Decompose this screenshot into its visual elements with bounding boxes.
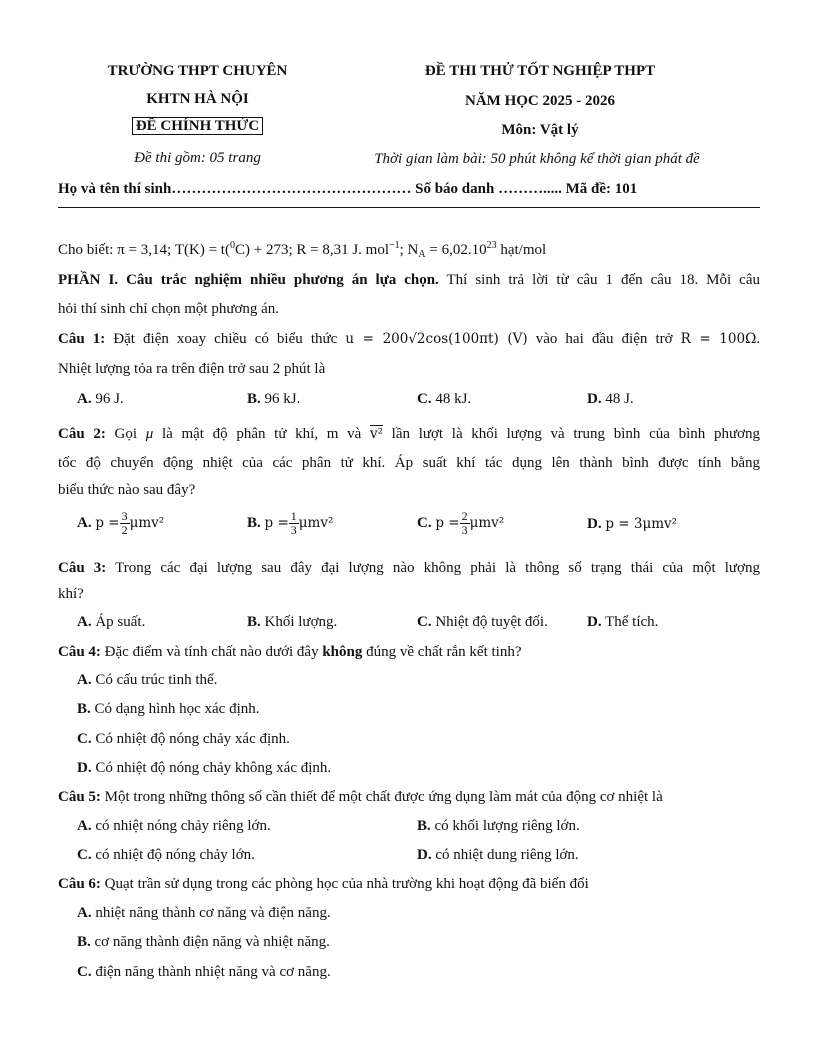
q2-option-a[interactable]: A. p = $\frac{3}{2}$ μmv² (77, 509, 165, 537)
exam-title: ĐỀ THI THỬ TỐT NGHIỆP THPT (424, 63, 656, 79)
q1-option-a[interactable]: A. 96 J. (77, 391, 124, 407)
part1-instruction: hỏi thí sinh chỉ chọn một phương án. (58, 301, 280, 317)
q2-option-d[interactable]: D. p = 3μmv² (587, 516, 678, 532)
q3-option-d[interactable]: D. Thể tích. (587, 614, 659, 630)
time-limit: Thời gian làm bài: 50 phút không kể thời gian phát đề (374, 151, 700, 167)
q3-option-c[interactable]: C. Nhiệt độ tuyệt đối. (417, 614, 548, 630)
q4-option-c[interactable]: C. Có nhiệt độ nóng chảy xác định. (77, 731, 290, 747)
q1-option-c[interactable]: C. 48 kJ. (417, 391, 472, 407)
q5-option-c[interactable]: C. có nhiệt độ nóng chảy lớn. (77, 847, 255, 863)
q4-option-b[interactable]: B. Có dạng hình học xác định. (77, 701, 260, 717)
question-3: Câu 3: Trong các đại lượng sau đây đại lượng nào không phải là thông số trạng thái của một lượng (58, 560, 760, 576)
given-constants: Cho biết: π = 3,14; T(K) = t($^0$C) + 273; R = 8,31 J. mol$^{-1}$; $N_A = 6,02.10^{23}$ hạt/mol (58, 240, 547, 260)
subject: Môn: Vật lý (501, 122, 579, 138)
q4-option-a[interactable]: A. Có cấu trúc tinh thể. (77, 672, 218, 688)
question-3-continued: khí? (58, 586, 84, 602)
q4-option-d[interactable]: D. Có nhiệt độ nóng chảy không xác định. (77, 760, 332, 776)
official-badge: ĐỀ CHÍNH THỨC (132, 117, 263, 135)
question-5: Câu 5: Một trong những thông số cần thiết để một chất được ứng dụng làm mát của động cơ nhiệt là (58, 789, 663, 805)
question-6: Câu 6: Quạt trần sử dụng trong các phòng học của nhà trường khi hoạt động đã biến đổi (58, 876, 589, 892)
q6-option-b[interactable]: B. cơ năng thành điện năng và nhiệt năng. (77, 934, 330, 950)
header-divider (58, 207, 760, 208)
page-count: Đề thi gồm: 05 trang (134, 150, 261, 166)
q3-option-a[interactable]: A. Áp suất. (77, 614, 146, 630)
question-2-line3: biểu thức nào sau đây? (58, 482, 196, 498)
q1-option-d[interactable]: D. 48 J. (587, 391, 634, 407)
q5-option-b[interactable]: B. có khối lượng riêng lớn. (417, 818, 580, 834)
question-1: Câu 1: Đặt điện xoay chiều có biểu thức u = 200√2cos(100πt) (V) vào hai đầu điện trở R = 100Ω. (58, 331, 761, 347)
school-name-line2: KHTN HÀ NỘI (146, 91, 249, 107)
q3-option-b[interactable]: B. Khối lượng. (247, 614, 338, 630)
q6-option-c[interactable]: C. điện năng thành nhiệt năng và cơ năng. (77, 964, 331, 980)
q5-option-d[interactable]: D. có nhiệt dung riêng lớn. (417, 847, 579, 863)
school-name-line1: TRƯỜNG THPT CHUYÊN (107, 63, 288, 79)
school-year: NĂM HỌC 2025 - 2026 (465, 93, 615, 109)
q6-option-a[interactable]: A. nhiệt năng thành cơ năng và điện năng. (77, 905, 331, 921)
q1-option-b[interactable]: B. 96 kJ. (247, 391, 301, 407)
q2-option-c[interactable]: C. p = $\frac{2}{3}$ μmv² (417, 509, 505, 537)
candidate-info-line: Họ và tên thí sinh………………………………………… Số báo danh ………..... Mã đề: 101 (58, 181, 638, 197)
q2-option-b[interactable]: B. p = $\frac{1}{3}$ μmv² (247, 509, 334, 537)
question-2-line2: tốc độ chuyển động nhiệt của các phân tử khí. Áp suất khí tác dụng lên thành bình được tính bằng (58, 455, 760, 471)
question-1-continued: Nhiệt lượng tỏa ra trên điện trở sau 2 phút là (58, 361, 326, 377)
q5-option-a[interactable]: A. có nhiệt nóng chảy riêng lớn. (77, 818, 271, 834)
question-4: Câu 4: Đặc điểm và tính chất nào dưới đây không đúng về chất rắn kết tinh? (58, 644, 522, 660)
question-2: Câu 2: Gọi μ là mật độ phân tử khí, m và v² lần lượt là khối lượng và trung bình của bình phương (58, 426, 761, 442)
part1-heading: PHẦN I. Câu trắc nghiệm nhiều phương án lựa chọn. Thí sinh trả lời từ câu 1 đến câu 18. Mỗi câu (58, 272, 760, 288)
